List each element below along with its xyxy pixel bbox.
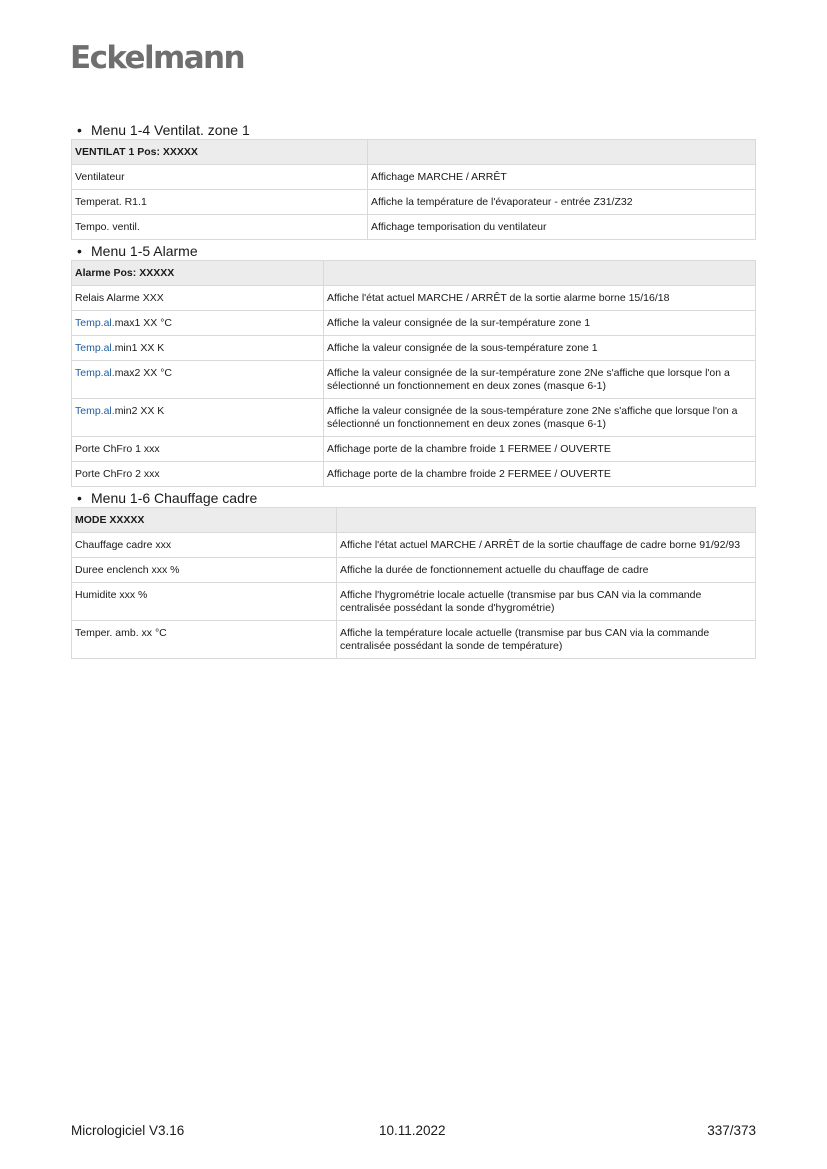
temp-al-link[interactable]: Temp.al. [75, 367, 115, 379]
row-description: Affiche la valeur consignée de la sur-température zone 1 [324, 311, 756, 336]
row-label: Temp.al.min1 XX K [72, 336, 324, 361]
row-label: Temperat. R1.1 [72, 190, 368, 215]
bullet-icon: • [77, 243, 82, 259]
table-header-label: VENTILAT 1 Pos: XXXXX [72, 140, 368, 165]
row-label: Relais Alarme XXX [72, 286, 324, 311]
bullet-icon: • [77, 490, 82, 506]
row-label: Temper. amb. xx °C [72, 621, 337, 659]
footer-firmware-version: Micrologiciel V3.16 [71, 1123, 185, 1138]
table-row [72, 621, 756, 659]
table-menu-1-5 [71, 260, 756, 487]
row-description: Affiche la température de l'évaporateur - entrée Z31/Z32 [368, 190, 756, 215]
table-menu-1-6 [71, 507, 756, 659]
temp-al-link[interactable]: Temp.al. [75, 317, 115, 329]
eckelmann-logo: Eckelmann [70, 40, 244, 76]
row-label: Duree enclench xxx % [72, 558, 337, 583]
row-label: Temp.al.min2 XX K [72, 399, 324, 437]
row-description: Affiche la valeur consignée de la sous-température zone 2Ne s'affiche que lorsque l'on a sélectionné un fonctionnement en deux zones (masque 6-1) [324, 399, 756, 437]
row-label: Temp.al.max2 XX °C [72, 361, 324, 399]
table-row [72, 533, 756, 558]
table-row [72, 462, 756, 487]
table-header-label: Alarme Pos: XXXXX [72, 261, 324, 286]
section-title-menu-1-5: • Menu 1-5 Alarme [77, 243, 198, 259]
row-description: Affichage temporisation du ventilateur [368, 215, 756, 240]
section-title-menu-1-6: • Menu 1-6 Chauffage cadre [77, 490, 258, 506]
section-title-menu-1-4: • Menu 1-4 Ventilat. zone 1 [77, 122, 250, 138]
table-row [72, 583, 756, 621]
table-header-row [72, 140, 756, 165]
table-row [72, 399, 756, 437]
row-label: Chauffage cadre xxx [72, 533, 337, 558]
table-header-row [72, 261, 756, 286]
table-row [72, 215, 756, 240]
table-row [72, 361, 756, 399]
table-header-empty [368, 140, 756, 165]
table-row [72, 336, 756, 361]
row-label: Tempo. ventil. [72, 215, 368, 240]
bullet-icon: • [77, 122, 82, 138]
table-row [72, 311, 756, 336]
row-description: Affiche la température locale actuelle (transmise par bus CAN via la commande centralisée possédant la sonde de température) [337, 621, 756, 659]
footer-date: 10.11.2022 [379, 1123, 446, 1138]
table-header-row [72, 508, 756, 533]
temp-al-link[interactable]: Temp.al. [75, 342, 115, 354]
row-description: Affiche l'état actuel MARCHE / ARRÊT de la sortie chauffage de cadre borne 91/92/93 [337, 533, 756, 558]
row-description: Affichage porte de la chambre froide 2 FERMEE / OUVERTE [324, 462, 756, 487]
row-label: Ventilateur [72, 165, 368, 190]
row-description: Affiche l'état actuel MARCHE / ARRÊT de la sortie alarme borne 15/16/18 [324, 286, 756, 311]
row-label: Porte ChFro 1 xxx [72, 437, 324, 462]
row-label: Temp.al.max1 XX °C [72, 311, 324, 336]
table-row [72, 437, 756, 462]
table-header-label: MODE XXXXX [72, 508, 337, 533]
row-label: Humidite xxx % [72, 583, 337, 621]
table-menu-1-4 [71, 139, 756, 240]
footer-page-number: 337/373 [707, 1123, 756, 1138]
row-label: Porte ChFro 2 xxx [72, 462, 324, 487]
table-row [72, 558, 756, 583]
table-row [72, 165, 756, 190]
table-header-empty [337, 508, 756, 533]
table-row [72, 286, 756, 311]
row-description: Affichage porte de la chambre froide 1 FERMEE / OUVERTE [324, 437, 756, 462]
table-row [72, 190, 756, 215]
temp-al-link[interactable]: Temp.al. [75, 405, 115, 417]
row-description: Affichage MARCHE / ARRÊT [368, 165, 756, 190]
table-header-empty [324, 261, 756, 286]
row-description: Affiche l'hygrométrie locale actuelle (transmise par bus CAN via la commande centralisée possédant la sonde d'hygrométrie) [337, 583, 756, 621]
document-content [71, 121, 756, 661]
row-description: Affiche la durée de fonctionnement actuelle du chauffage de cadre [337, 558, 756, 583]
row-description: Affiche la valeur consignée de la sous-température zone 1 [324, 336, 756, 361]
row-description: Affiche la valeur consignée de la sur-température zone 2Ne s'affiche que lorsque l'on a sélectionné un fonctionnement en deux zones (masque 6-1) [324, 361, 756, 399]
